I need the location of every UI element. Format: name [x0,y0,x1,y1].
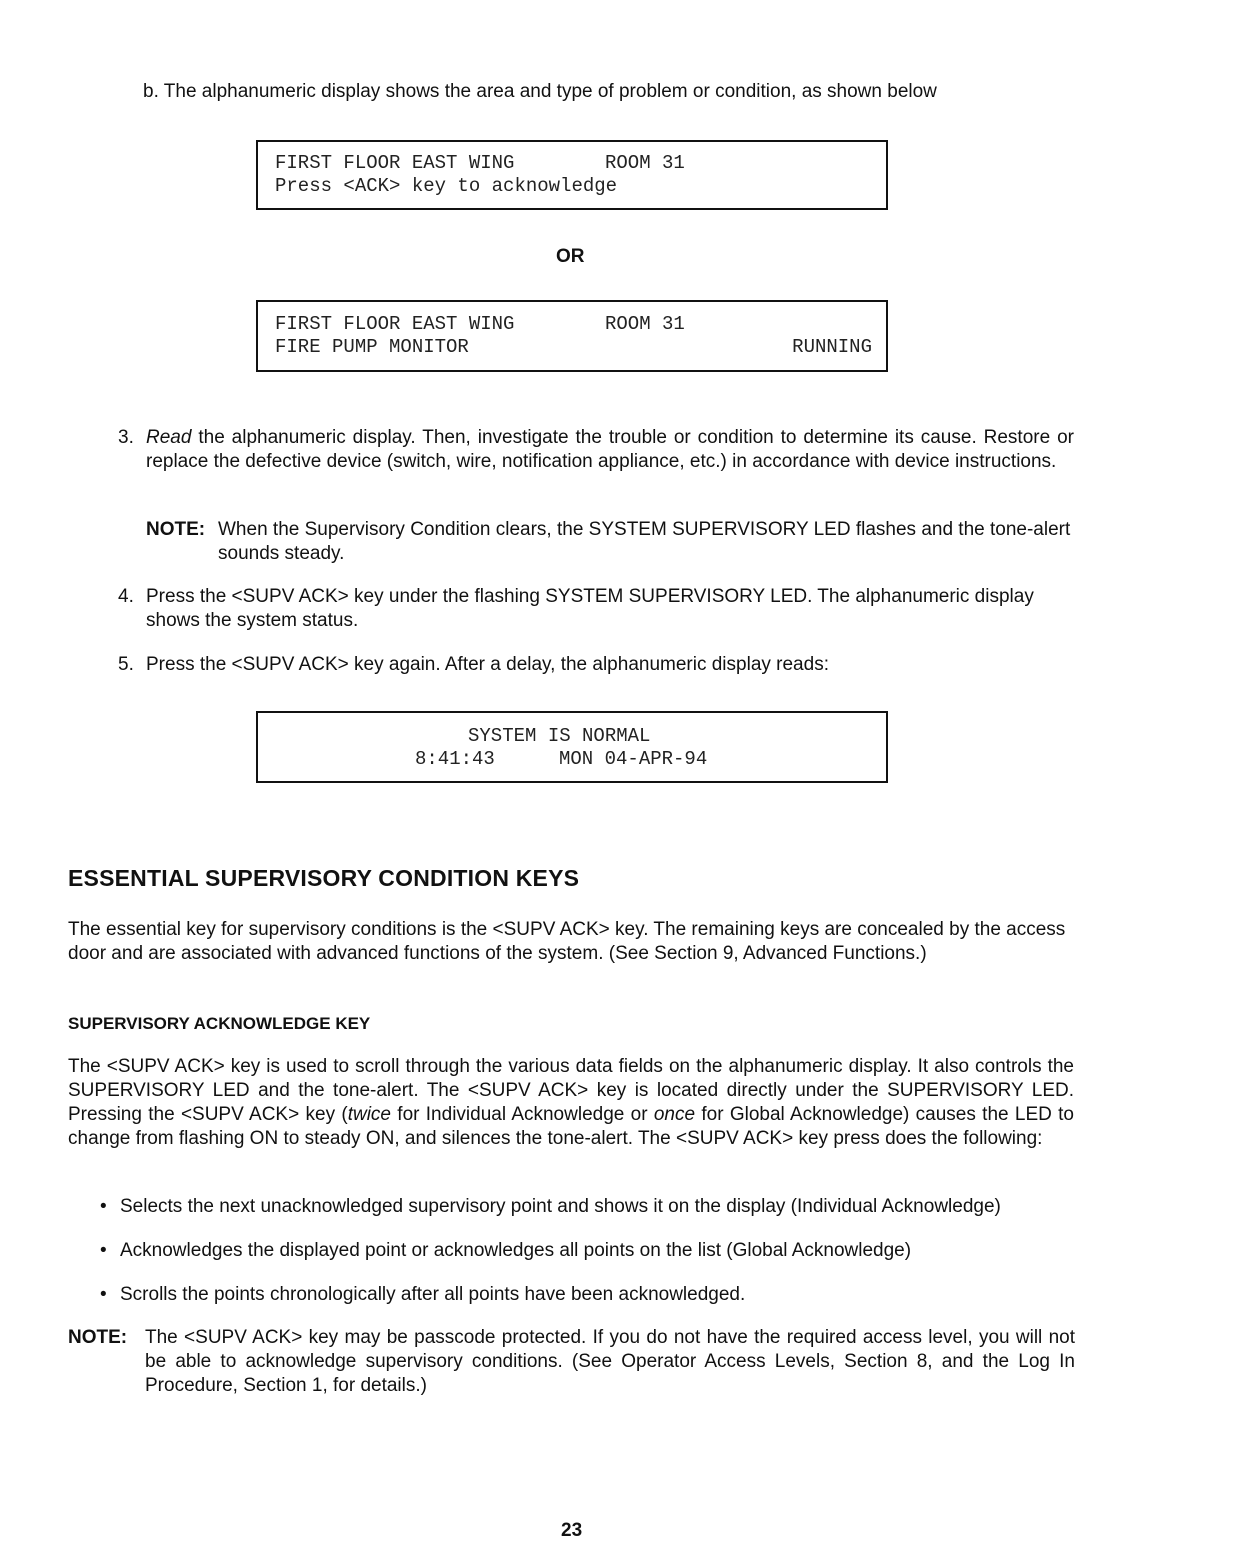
note-2-text: The <SUPV ACK> key may be passcode protected. If you do not have the required access level, you will not be able to acknowledge supervisory conditions. (See Operator Access Levels, Section 8, and the Log In Procedure, Section 1, for details.) [145,1327,1075,1396]
step-3-italic: Read [146,427,192,448]
alphanumeric-display-1 [256,140,888,210]
section-paragraph: The essential key for supervisory conditions is the <SUPV ACK> key. The remaining keys are concealed by the access door and are associated with advanced functions of the system. (See Section 9, Advanced Functions.) [68,919,1066,964]
bullet-text-2: Acknowledges the displayed point or acknowledges all points on the list (Global Acknowledge) [120,1240,912,1261]
list-item [100,1283,1080,1307]
display2-line2-left: FIRE PUMP MONITOR [275,336,469,358]
alphanumeric-display-2 [256,300,888,372]
note-1-label: NOTE: [146,519,206,540]
bullet-text-1: Selects the next unacknowledged supervisory point and shows it on the display (Individual Acknowledge) [120,1196,1001,1217]
bullet-dot: • [100,1284,107,1305]
bullet-dot: • [100,1196,107,1217]
or-label: OR [556,246,585,267]
subsection-paragraph [68,1055,1074,1151]
display3-time: 8:41:43 [415,748,495,770]
display2-line1-left: FIRST FLOOR EAST WING [275,313,515,335]
sub-para-once: once [653,1104,696,1125]
step-4-number: 4. [118,586,134,607]
display2-line1-right: ROOM 31 [605,313,685,335]
display3-date: MON 04-APR-94 [559,748,708,770]
intro-step-b: b. The alphanumeric display shows the area and type of problem or condition, as shown below [143,81,937,102]
step-5-text: Press the <SUPV ACK> key again. After a delay, the alphanumeric display reads: [146,654,829,675]
bullet-dot: • [100,1240,107,1261]
display1-line1-left: FIRST FLOOR EAST WING [275,152,515,174]
sub-para-twice: twice [347,1104,391,1125]
note-1-text: When the Supervisory Condition clears, the SYSTEM SUPERVISORY LED flashes and the tone-alert sounds steady. [218,519,1071,564]
sub-para-part-3: for Global Acknowledge) causes the LED to change from flashing ON to steady ON, and silences the tone-alert. The <SUPV ACK> key press does the following: [68,1104,1074,1149]
sub-para-part-1: The <SUPV ACK> key is used to scroll through the various data fields on the alphanumeric display. It also controls the SUPERVISORY LED and the tone-alert. The <SUPV ACK> key is located directly under the SUPERVISORY LED. Pressing the <SUPV ACK> key ( [68,1056,1074,1125]
note-2-label: NOTE: [68,1327,128,1348]
list-item [100,1195,1080,1219]
bullet-text-3: Scrolls the points chronologically after all points have been acknowledged. [120,1284,746,1305]
display1-line2: Press <ACK> key to acknowledge [275,175,618,197]
step-4-text: Press the <SUPV ACK> key under the flashing SYSTEM SUPERVISORY LED. The alphanumeric display shows the system status. [146,586,1034,631]
alphanumeric-display-3 [256,711,888,783]
page-number: 23 [561,1520,583,1541]
list-item [100,1239,1080,1263]
display1-line1-right: ROOM 31 [605,152,685,174]
sub-para-part-2: for Individual Acknowledge or [391,1104,654,1125]
step-3-text [146,426,1074,474]
section-title: ESSENTIAL SUPERVISORY CONDITION KEYS [68,865,580,891]
subsection-title: SUPERVISORY ACKNOWLEDGE KEY [68,1014,371,1033]
step-3-number: 3. [118,427,134,448]
step-3-body: the alphanumeric display. Then, investigate the trouble or condition to determine its cause. Restore or replace the defective device (switch, wire, notification appliance, etc.) in accordance with device instructions. [146,427,1074,472]
step-5-number: 5. [118,654,134,675]
display2-line2-right: RUNNING [792,336,872,358]
display3-line1: SYSTEM IS NORMAL [468,725,651,747]
